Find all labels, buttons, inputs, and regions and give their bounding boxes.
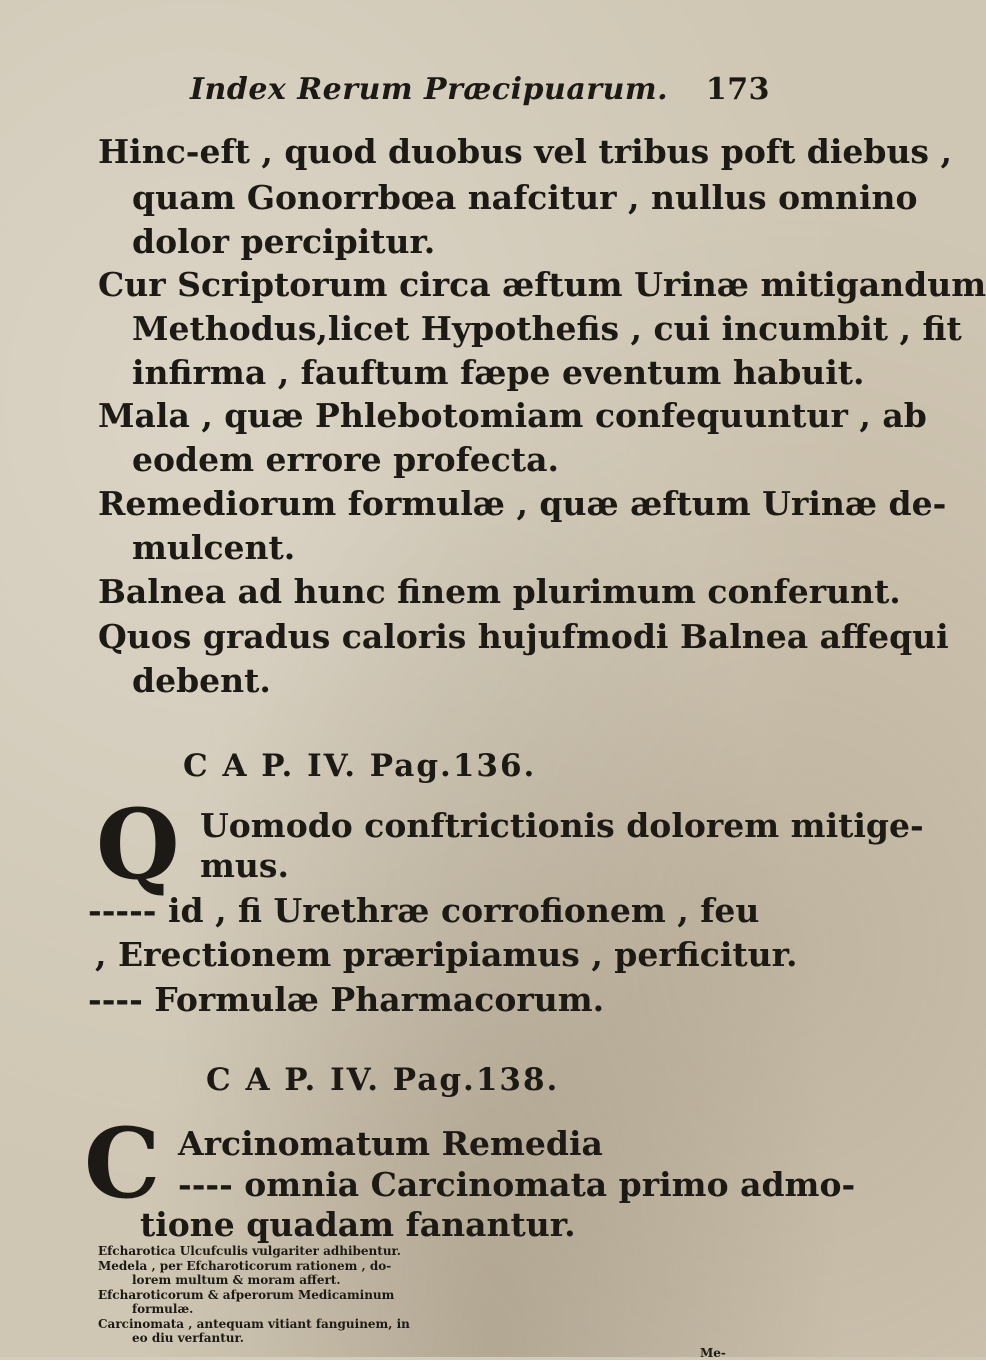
running-header <box>190 72 770 122</box>
index-entry-cont: ---- omnia Carcinomata primo admo- <box>178 1165 856 1204</box>
page-number: 173 <box>705 72 770 107</box>
index-entry: ---- Formulæ Pharmacorum. <box>88 980 605 1019</box>
index-entry: eo diu verfantur. <box>132 1331 244 1345</box>
index-entry: Balnea ad hunc finem plurimum conferunt. <box>98 572 901 611</box>
index-entry: Quos gradus caloris hujufmodi Balnea affequi <box>98 617 949 656</box>
index-entry: Hinc-eft , quod duobus vel tribus poft diebus , <box>98 132 952 171</box>
index-entry-cont: tione quadam fanantur. <box>140 1205 576 1244</box>
index-entry: Uomodo conftrictionis dolorem mitige- <box>200 806 924 845</box>
index-entry-cont: mulcent. <box>132 528 296 567</box>
index-entry: Arcinomatum Remedia <box>178 1124 603 1163</box>
index-entry: lorem multum & moram affert. <box>132 1273 341 1287</box>
index-entry: Cur Scriptorum circa æftum Urinæ mitigandum <box>98 265 986 304</box>
index-entry: ----- id , fi Urethræ corrofionem , feu <box>88 891 760 930</box>
drop-cap: Q <box>96 788 180 901</box>
index-entry-cont: infirma , fauftum fæpe eventum habuit. <box>132 353 865 392</box>
index-entry-cont: quam Gonorrbœa nafcitur , nullus omnino <box>132 178 918 217</box>
index-entry: Carcinomata , antequam vitiant fanguinem, in <box>98 1316 410 1331</box>
index-entry: Efcharoticorum & afperorum Medicaminum <box>98 1287 395 1302</box>
index-entry: formulæ. <box>132 1302 194 1316</box>
drop-cap: C <box>84 1107 161 1220</box>
index-entry-cont: Methodus,licet Hypothefis , cui incumbit , fit <box>132 309 962 348</box>
index-entry-cont: eodem errore profecta. <box>132 440 560 479</box>
chapter-heading: C A P. IV. Pag.136. <box>183 748 537 784</box>
index-entry-cont: debent. <box>132 661 271 700</box>
chapter-heading: C A P. IV. Pag.138. <box>206 1062 560 1098</box>
index-entry: Efcharotica Ulcufculis vulgariter adhibentur. <box>98 1244 401 1258</box>
header-title: Index Rerum Præcipuarum. <box>190 72 669 107</box>
index-entry-cont: dolor percipitur. <box>132 222 436 261</box>
index-entry: , Erectionem præripiamus , perficitur. <box>95 935 798 974</box>
index-entry: Remediorum formulæ , quæ æftum Urinæ de- <box>98 484 947 523</box>
catchword: Me- <box>700 1345 726 1360</box>
index-entry-cont: mus. <box>200 846 289 885</box>
index-entry: Medela , per Efcharoticorum rationem , do- <box>98 1258 392 1273</box>
index-entry: Mala , quæ Phlebotomiam confequuntur , ab <box>98 396 927 435</box>
